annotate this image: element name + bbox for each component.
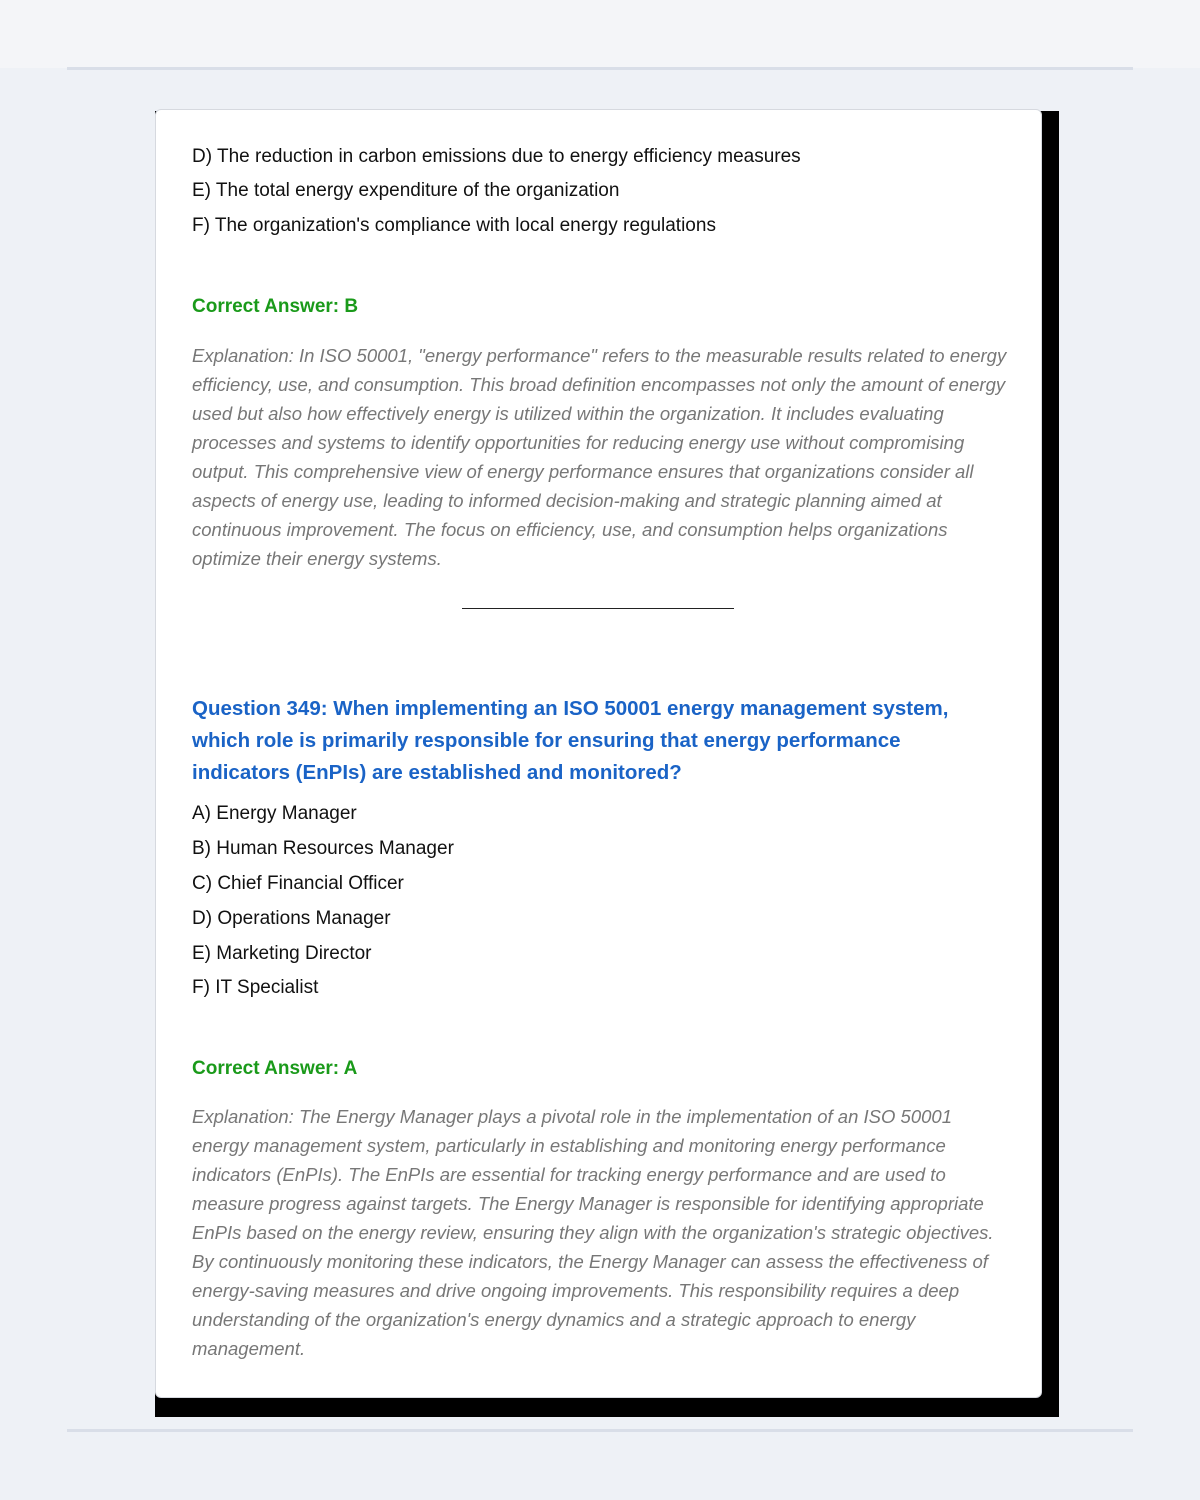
- option-e: E) Marketing Director: [192, 943, 372, 964]
- correct-answer: Correct Answer: A: [192, 1058, 358, 1079]
- prev-explanation: Explanation: In ISO 50001, "energy performance" refers to the measurable results related to energy efficiency, use, and consumption. This broad definition encompasses not only the amount of energy used but also how effectively energy is utilized within the organization. It includes evaluating processes and systems to identify opportunities for reducing energy use without compromising output. This comprehensive view of energy performance ensures that organizations consider all aspects of energy use, leading to informed decision-making and strategic planning aimed at continuous improvement. The focus on efficiency, use, and consumption helps organizations optimize their energy systems.: [192, 345, 1007, 569]
- top-band: [0, 0, 1200, 68]
- option-d: D) Operations Manager: [192, 908, 391, 929]
- prev-option-f: F) The organization's compliance with local energy regulations: [192, 215, 716, 236]
- bottom-divider: [67, 1429, 1133, 1432]
- prev-option-e: E) The total energy expenditure of the organization: [192, 180, 620, 201]
- option-b: B) Human Resources Manager: [192, 838, 454, 859]
- prev-correct-answer: Correct Answer: B: [192, 296, 359, 317]
- option-a: A) Energy Manager: [192, 803, 357, 824]
- top-divider: [67, 67, 1133, 70]
- document-page: [155, 109, 1042, 1398]
- question-separator: [462, 608, 734, 609]
- prev-option-d: D) The reduction in carbon emissions due to energy efficiency measures: [192, 146, 801, 167]
- option-c: C) Chief Financial Officer: [192, 873, 404, 894]
- option-f: F) IT Specialist: [192, 977, 319, 998]
- explanation: Explanation: The Energy Manager plays a pivotal role in the implementation of an ISO 50001 energy management system, particularly in establishing and monitoring energy performance indicators (EnPIs). The EnPIs are essential for tracking energy performance and are used to measure progress against targets. The Energy Manager is responsible for identifying appropriate EnPIs based on the energy review, ensuring they align with the organization's strategic objectives. By continuously monitoring these indicators, the Energy Manager can assess the effectiveness of energy-saving measures and drive ongoing improvements. This responsibility requires a deep understanding of the organization's energy dynamics and a strategic approach to energy management.: [192, 1106, 994, 1359]
- question-title: Question 349: When implementing an ISO 50001 energy management system, which role is primarily responsible for ensuring that energy performance indicators (EnPIs) are established and monitored?: [192, 697, 949, 784]
